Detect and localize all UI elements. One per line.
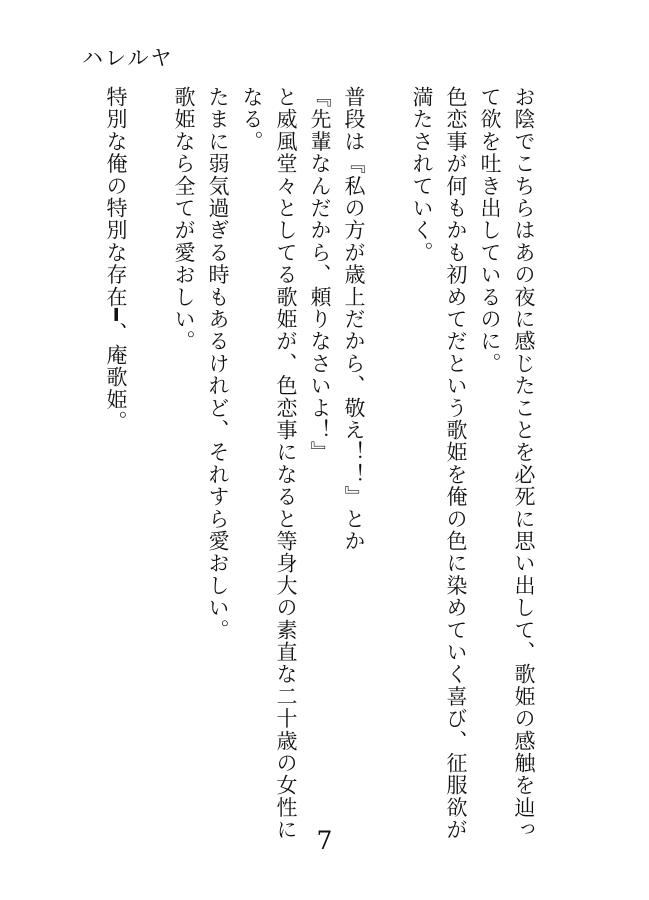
paragraph-4: 『先輩なんだから、頼りなさいよ！』 [308, 86, 332, 464]
paragraph-5: と威風堂々としてる歌姫が、色恋事になると等身大の素直な二十歳の女性になる。 [240, 86, 298, 841]
paragraph-7: 歌姫なら全てが愛おしい。 [172, 86, 196, 353]
page-number: 7 [316, 826, 333, 855]
vertical-body-text [99, 86, 541, 846]
paragraph-6: たまに弱気過ぎる時もあるけれど、それすら愛おしい。 [206, 86, 230, 641]
paragraph-3: 普段は『私の方が歳上だから、敬え！！』とか [342, 86, 366, 553]
paragraph-8: 特別な俺の特別な存在━、庵歌姫。 [104, 86, 128, 433]
paragraph-1: お陰でこちらはあの夜に感じたことを必死に思い出して、歌姫の感触を辿って欲を吐き出しているのに。 [478, 86, 536, 841]
paragraph-2: 色恋事が何もかも初めてだという歌姫を俺の色に染めていく喜び、征服欲が満たされていく。 [410, 86, 468, 841]
running-head-title: ハレルヤ [82, 46, 174, 70]
